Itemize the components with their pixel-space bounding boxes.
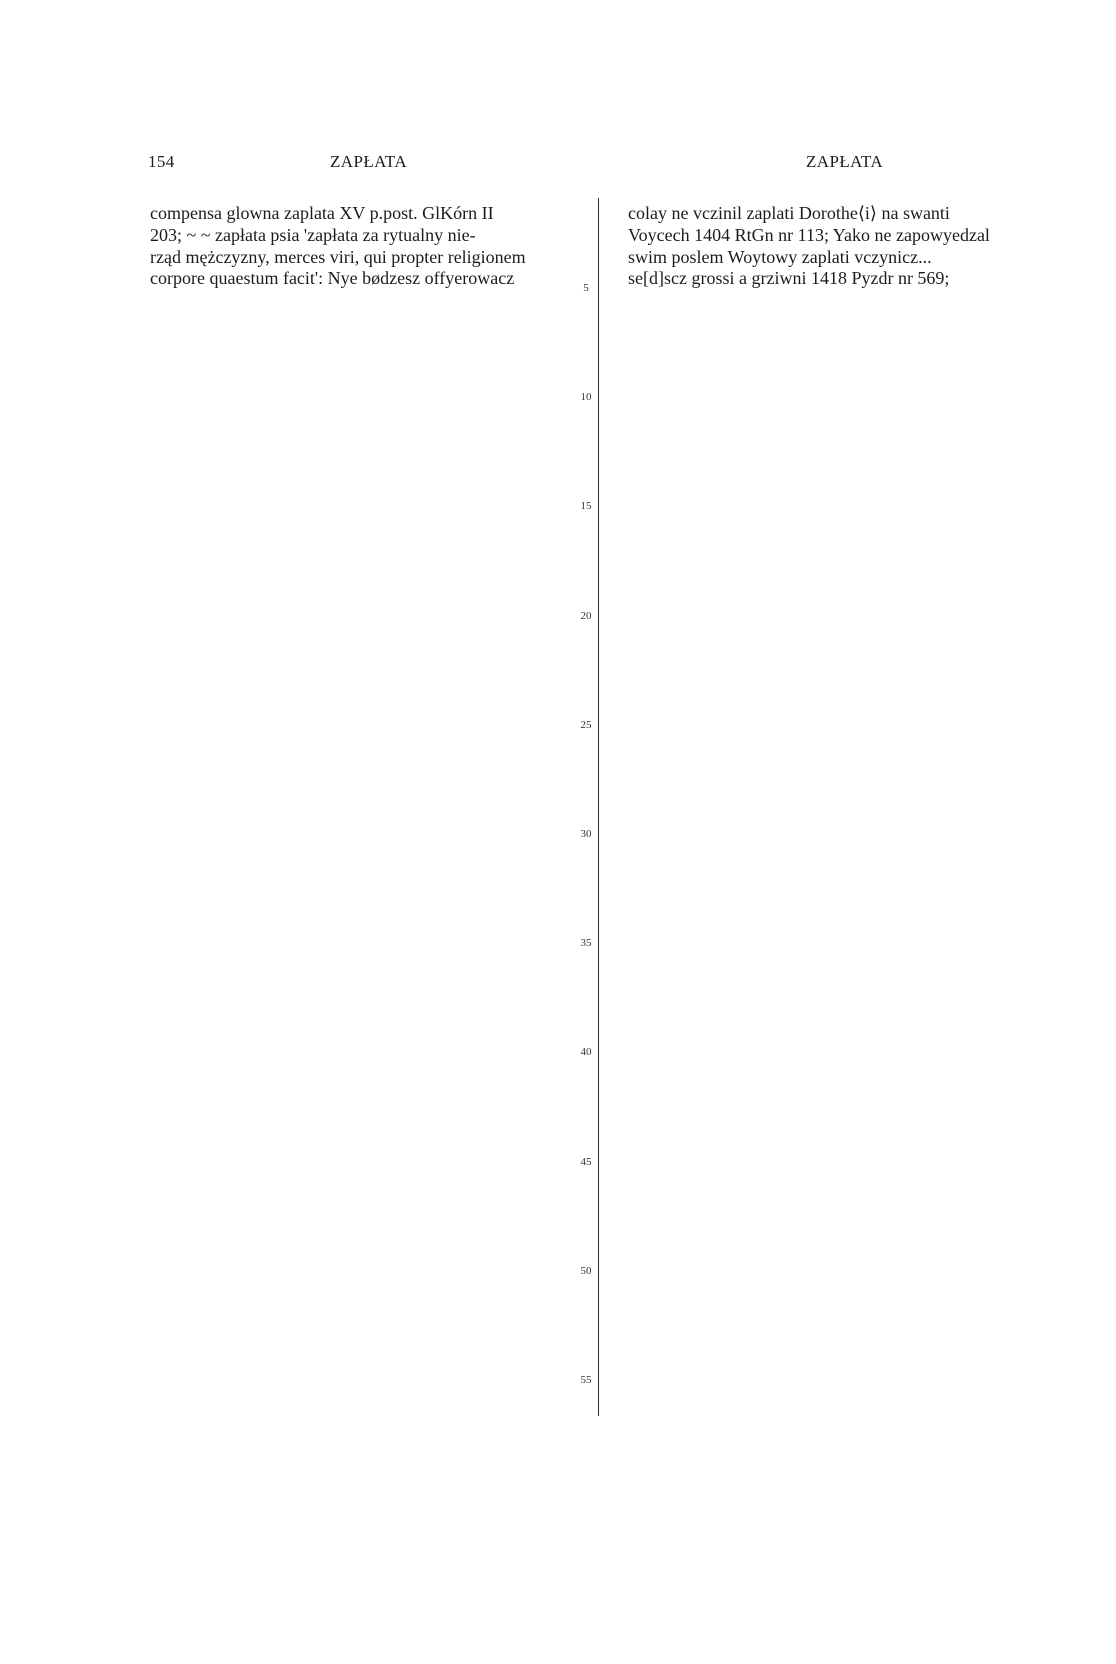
left-text-column	[150, 203, 578, 290]
right-line-4: se[d]scz grossi a grziwni 1418 Pyzdr nr 569;	[628, 268, 950, 289]
left-line-2: 203; ~ ~ zapłata psia 'zapłata za rytualny nie-	[150, 224, 476, 245]
right-text-column	[628, 203, 1056, 290]
right-line-1: colay ne vczinil zaplati Dorothe⟨i⟩ na swanti	[628, 203, 950, 223]
line-number: 35	[580, 937, 592, 949]
line-number: 50	[580, 1265, 592, 1277]
line-number: 20	[580, 610, 592, 622]
page-number: 154	[148, 152, 175, 171]
line-number: 10	[580, 391, 592, 403]
line-number: 15	[580, 500, 592, 512]
left-line-4: corpore quaestum facit': Nye bødzesz offyerowacz	[150, 268, 515, 289]
running-head-right: ZAPŁATA	[806, 152, 883, 171]
line-number: 40	[580, 1046, 592, 1058]
line-number: 55	[580, 1374, 592, 1386]
left-line-3: rząd mężczyzny, merces viri, qui propter religionem	[150, 246, 526, 267]
running-head-left: ZAPŁATA	[330, 152, 407, 171]
left-line-1: compensa glowna zaplata XV p.post. GlKórn II	[150, 203, 494, 223]
line-number: 30	[580, 828, 592, 840]
line-number: 45	[580, 1156, 592, 1168]
right-line-2: Voycech 1404 RtGn nr 113; Yako ne zapowyedzal	[628, 224, 990, 245]
line-number: 5	[583, 282, 589, 294]
line-number: 25	[580, 719, 592, 731]
column-divider	[598, 198, 599, 1416]
right-line-3: swim poslem Woytowy zaplati vczynicz...	[628, 246, 932, 267]
